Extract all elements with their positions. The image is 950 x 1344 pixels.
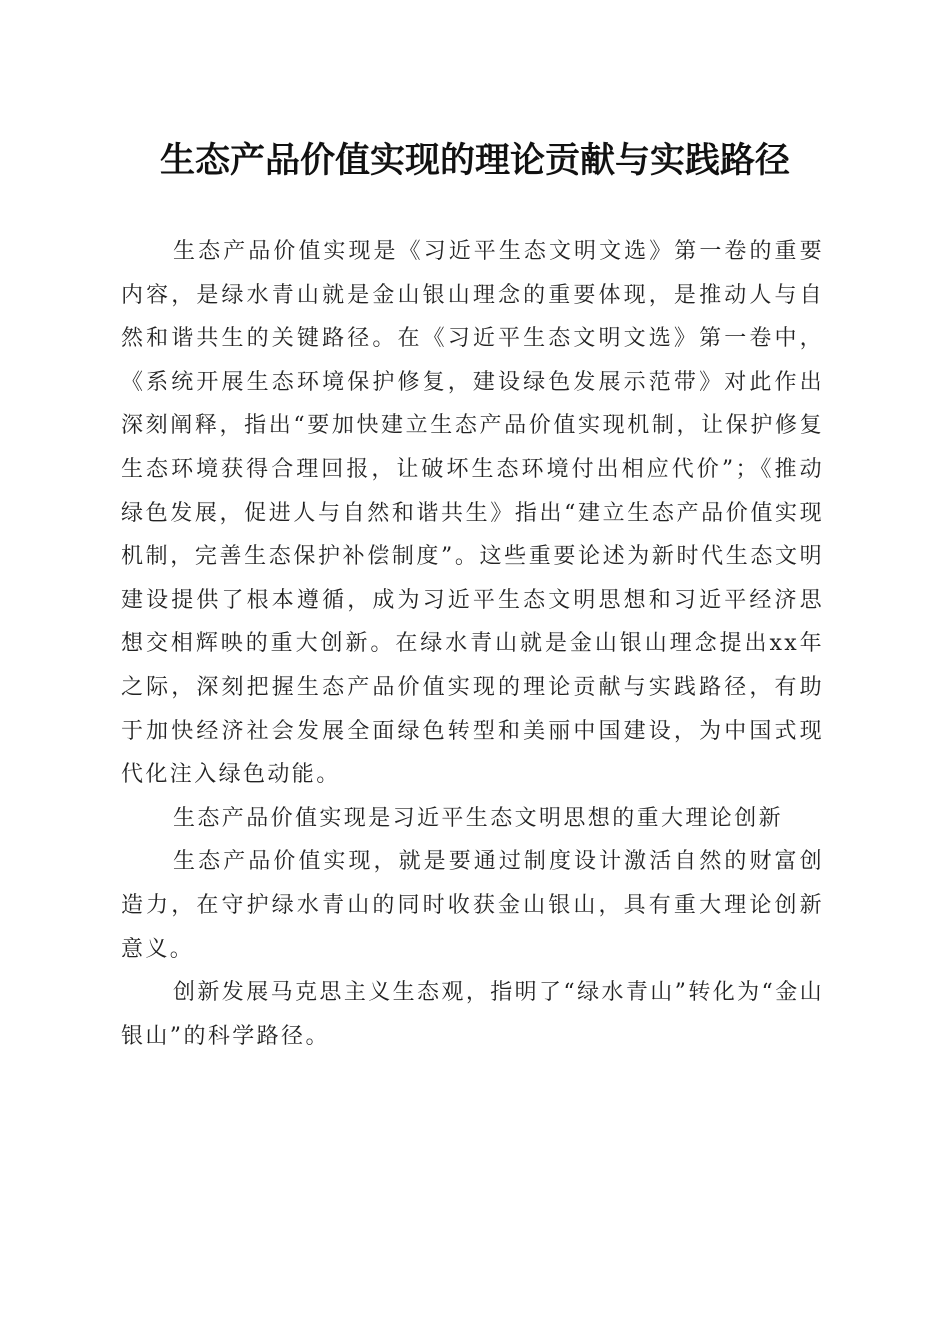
section-heading: 生态产品价值实现是习近平生态文明思想的重大理论创新 [173, 805, 784, 831]
paragraph-intro: 生态产品价值实现是《习近平生态文明文选》第一卷的重要内容，是绿水青山就是金山银山理念的重要体现，是推动人与自然和谐共生的关键路径。在《习近平生态文明文选》第一卷中，《系统开展生态环境保护修复，建设绿色发展示范带》对此作出深刻阐释，指出“要加快建立生态产品价值实现机制，让保护修复生态环境获得合理回报，让破坏生态环境付出相应代价”；《推动绿色发展，促进人与自然和谐共生》指出“建立生态产品价值实现机制，完善生态保护补偿制度”。这些重要论述为新时代生态文明建设提供了根本遵循，成为习近平生态文明思想和习近平经济思想交相辉映的重大创新。在绿水青山就是金山银山理念提出xx年之际，深刻把握生态产品价值实现的理论贡献与实践路径，有助于加快经济社会发展全面绿色转型和美丽中国建设，为中国式现代化注入绿色动能。 [121, 239, 824, 788]
paragraph-definition: 生态产品价值实现，就是要通过制度设计激活自然的财富创造力，在守护绿水青山的同时收获金山银山，具有重大理论创新意义。 [121, 849, 824, 962]
document-title: 生态产品价值实现的理论贡献与实践路径 [159, 140, 790, 181]
document-body [121, 230, 824, 1058]
paragraph-marxism: 创新发展马克思主义生态观，指明了“绿水青山”转化为“金山银山”的科学路径。 [121, 980, 824, 1049]
